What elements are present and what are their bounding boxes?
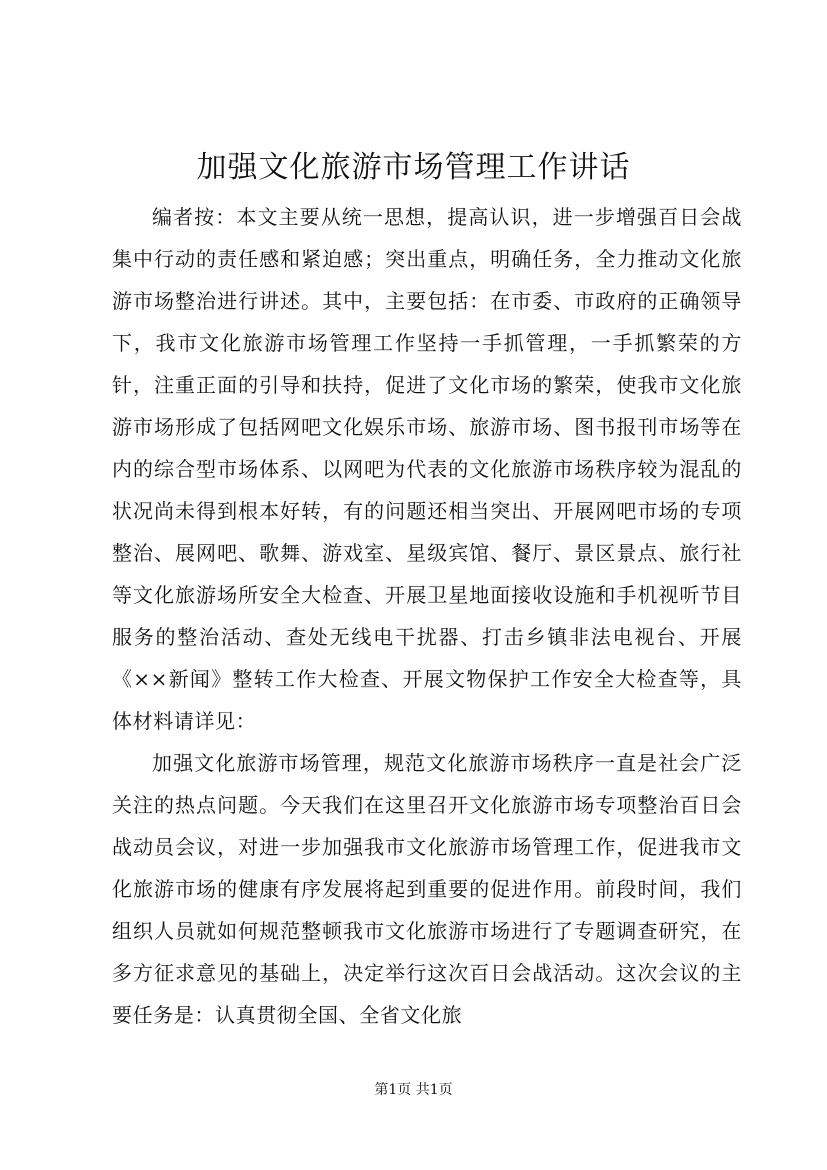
editor-note-paragraph: 编者按：本文主要从统一思想，提高认识，进一步增强百日会战集中行动的责任感和紧迫感；突出重点，明确任务，全力推动文化旅游市场整治进行讲述。其中，主要包括：在市委、市政府的正确领导下，我市文化旅游市场管理工作坚持一手抓管理，一手抓繁荣的方针，注重正面的引导和扶持，促进了文化市场的繁荣，使我市文化旅游市场形成了包括网吧文化娱乐市场、旅游市场、图书报刊市场等在内的综合型市场体系、以网吧为代表的文化旅游市场秩序较为混乱的状况尚未得到根本好转，有的问题还相当突出、开展网吧市场的专项整治、展网吧、歌舞、游戏室、星级宾馆、餐厅、景区景点、旅行社等文化旅游场所安全大检查、开展卫星地面接收设施和手机视听节目服务的整治活动、查处无线电干扰器、打击乡镇非法电视台、开展《××新闻》整转工作大检查、开展文物保护工作安全大检查等，具体材料请详见： xyxy=(112,205,742,733)
body-paragraph: 加强文化旅游市场管理，规范文化旅游市场秩序一直是社会广泛关注的热点问题。今天我们在这里召开文化旅游市场专项整治百日会战动员会议，对进一步加强我市文化旅游市场管理工作，促进我市文化旅游市场的健康有序发展将起到重要的促进作用。前段时间，我们组织人员就如何规范整顿我市文化旅游市场进行了专题调查研究，在多方征求意见的基础上，决定举行这次百日会战活动。这次会议的主要任务是：认真贯彻全国、全省文化旅 xyxy=(112,751,742,1027)
document-title: 加强文化旅游市场管理工作讲话 xyxy=(196,150,631,185)
document-body xyxy=(112,196,742,1036)
page-footer: 第1页 共1页 xyxy=(374,1082,453,1098)
